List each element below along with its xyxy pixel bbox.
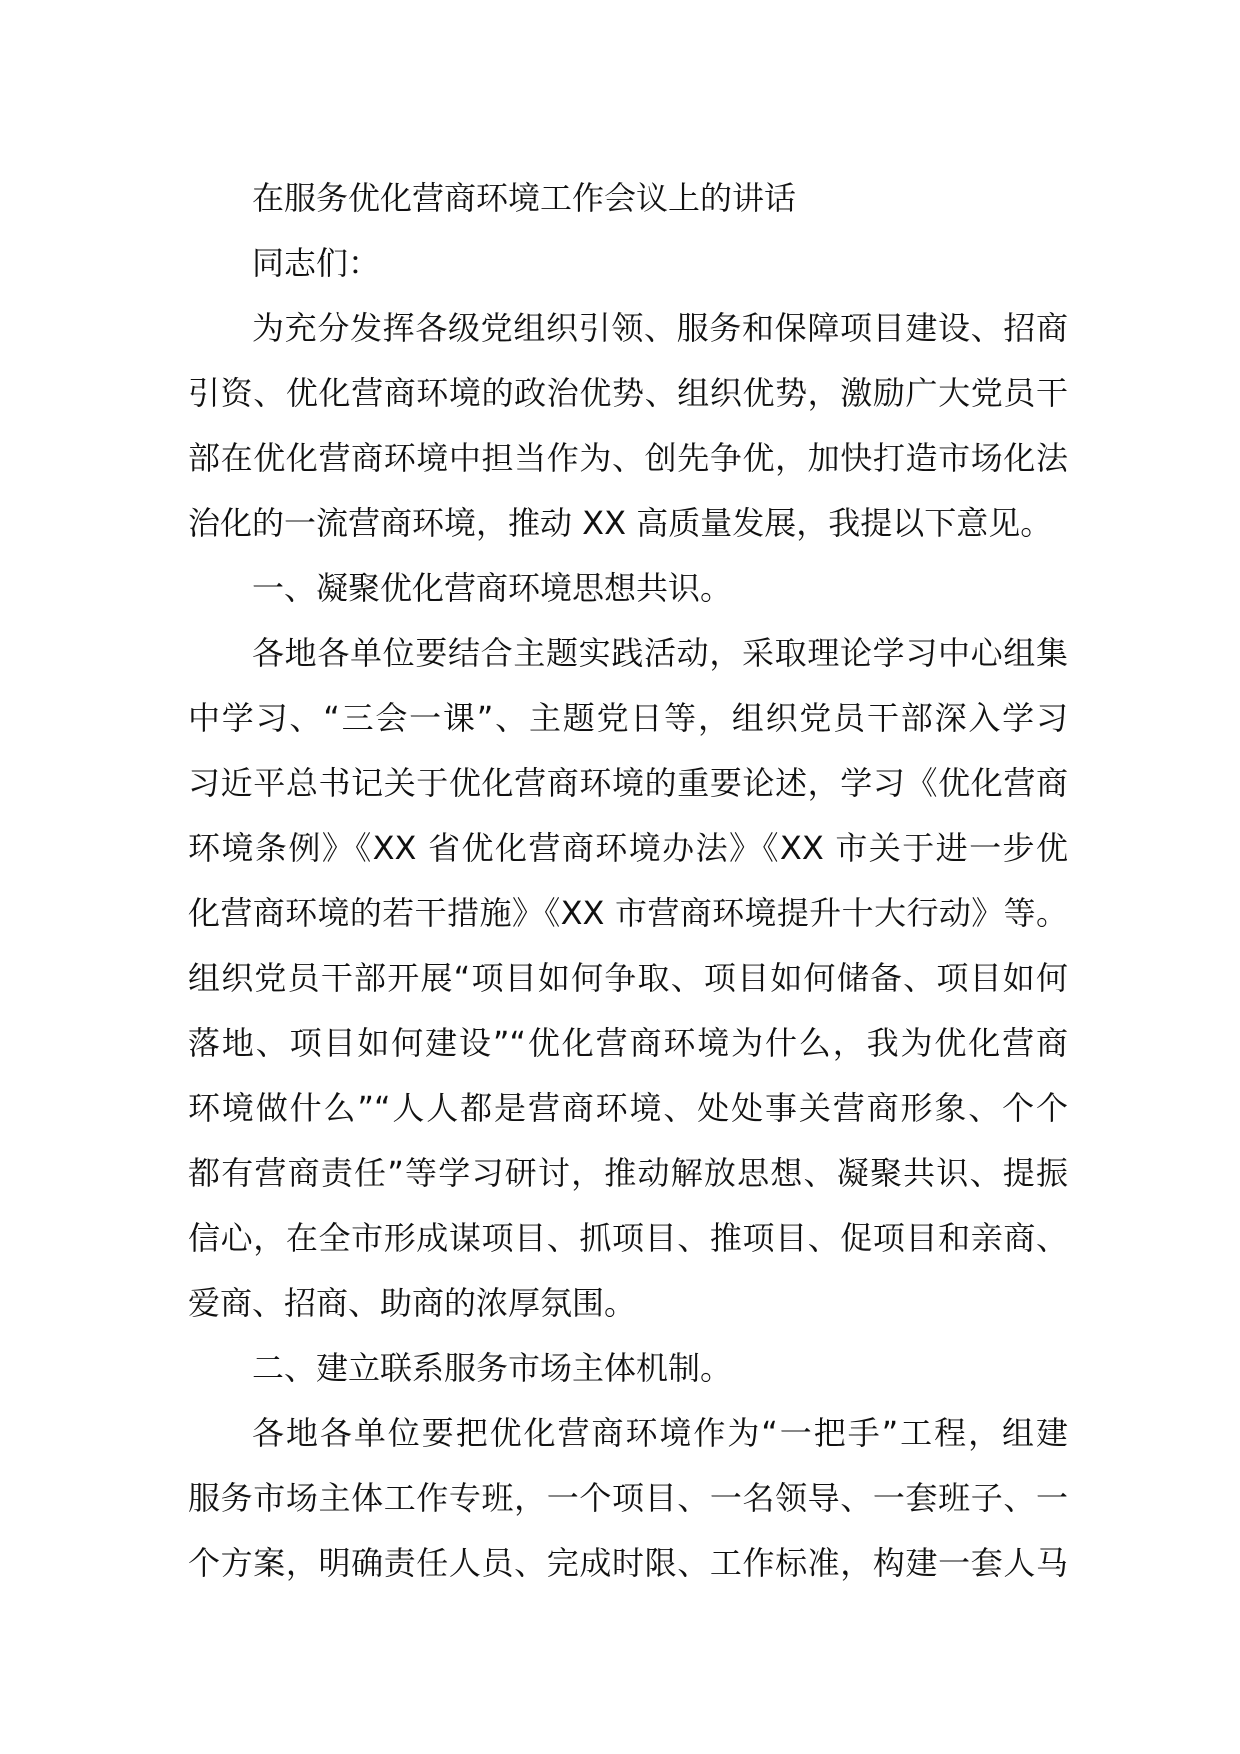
paragraph-line: 引资、优化营商环境的政治优势、组织优势，激励广大党员干	[188, 374, 1068, 412]
paragraph-line: 环境条例》《XX 省优化营商环境办法》《XX 市关于进一步优	[188, 829, 1068, 867]
paragraph-line: 化营商环境的若干措施》《XX 市营商环境提升十大行动》等。	[188, 894, 1068, 932]
paragraph-line: 各地各单位要把优化营商环境作为“一把手”工程，组建	[252, 1414, 1068, 1452]
document-body	[188, 166, 1068, 1596]
document-title: 在服务优化营商环境工作会议上的讲话	[252, 179, 797, 217]
paragraph-line: 爱商、招商、助商的浓厚氛围。	[188, 1284, 637, 1322]
paragraph-line: 个方案，明确责任人员、完成时限、工作标准，构建一套人马	[188, 1544, 1068, 1582]
paragraph-line: 落地、项目如何建设”“优化营商环境为什么，我为优化营商	[188, 1024, 1068, 1062]
salutation: 同志们：	[252, 244, 381, 282]
paragraph-line: 部在优化营商环境中担当作为、创先争优，加快打造市场化法	[188, 439, 1068, 477]
paragraph-line: 中学习、“三会一课”、主题党日等，组织党员干部深入学习	[188, 699, 1068, 737]
paragraph-line: 习近平总书记关于优化营商环境的重要论述，学习《优化营商	[188, 764, 1068, 802]
paragraph-line: 信心，在全市形成谋项目、抓项目、推项目、促项目和亲商、	[188, 1219, 1068, 1257]
section-heading-2: 二、建立联系服务市场主体机制。	[252, 1349, 733, 1387]
paragraph-line: 治化的一流营商环境，推动 XX 高质量发展，我提以下意见。	[188, 504, 1053, 542]
section-heading-1: 一、凝聚优化营商环境思想共识。	[252, 569, 733, 607]
paragraph-line: 为充分发挥各级党组织引领、服务和保障项目建设、招商	[252, 309, 1068, 347]
paragraph-line: 组织党员干部开展“项目如何争取、项目如何储备、项目如何	[188, 959, 1068, 997]
paragraph-line: 环境做什么”“人人都是营商环境、处处事关营商形象、个个	[188, 1089, 1068, 1127]
paragraph-line: 都有营商责任”等学习研讨，推动解放思想、凝聚共识、提振	[188, 1154, 1068, 1192]
paragraph-line: 各地各单位要结合主题实践活动，采取理论学习中心组集	[252, 634, 1068, 672]
paragraph-line: 服务市场主体工作专班，一个项目、一名领导、一套班子、一	[188, 1479, 1068, 1517]
